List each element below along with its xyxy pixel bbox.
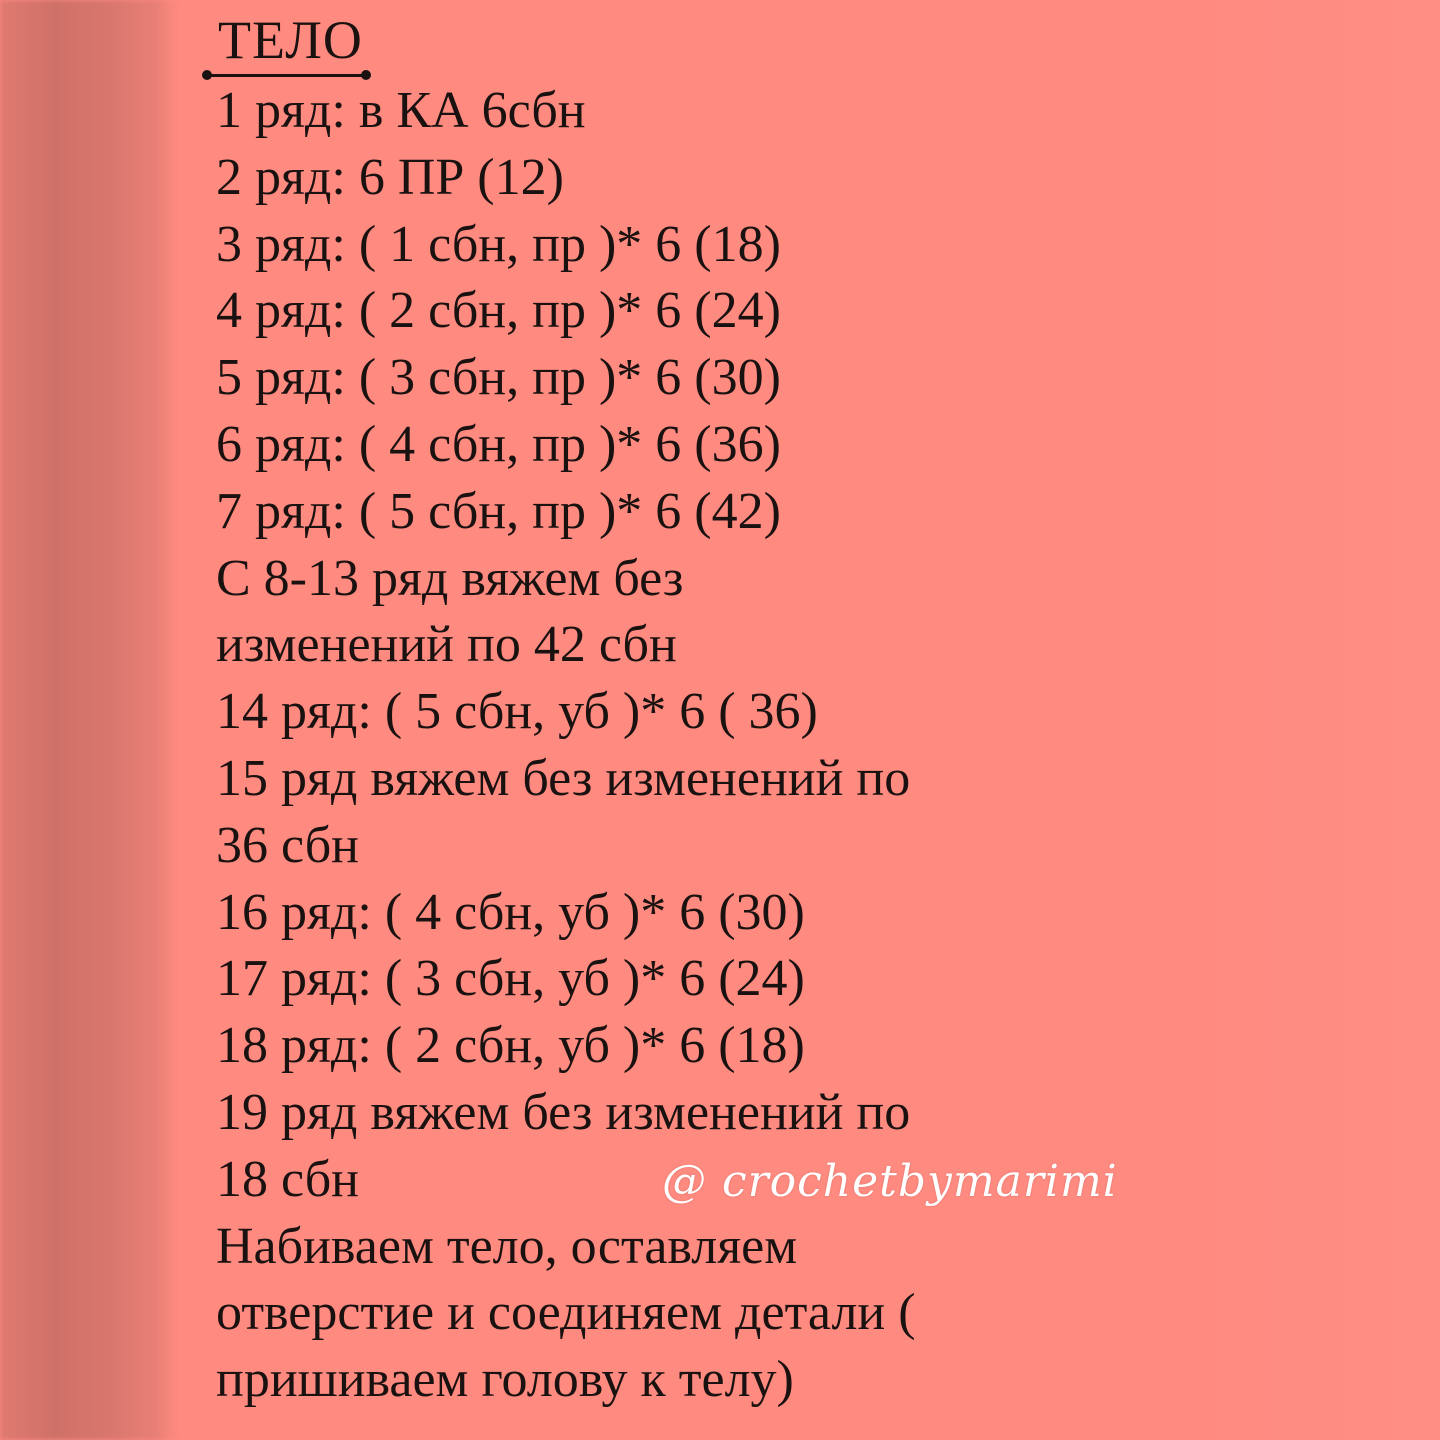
pattern-line: 5 ряд: ( 3 сбн, пр )* 6 (30): [216, 349, 781, 407]
pattern-lines: [216, 78, 1396, 1414]
pattern-line: пришиваем голову к телу): [216, 1351, 794, 1409]
title-wrap: [218, 8, 363, 72]
pattern-line: 36 сбн: [216, 816, 359, 874]
pattern-line: 16 ряд: ( 4 сбн, уб )* 6 (30): [216, 883, 805, 941]
pattern-line: 2 ряд: 6 ПР (12): [216, 148, 564, 206]
pattern-line: 18 ряд: ( 2 сбн, уб )* 6 (18): [216, 1017, 805, 1075]
left-blurred-edge: [0, 0, 180, 1440]
pattern-line: отверстие и соединяем детали (: [216, 1284, 916, 1342]
pattern-line: С 8-13 ряд вяжем без: [216, 549, 684, 607]
pattern-line: изменений по 42 сбн: [216, 616, 677, 674]
pattern-line: Набиваем тело, оставляем: [216, 1217, 798, 1275]
pattern-line: 6 ряд: ( 4 сбн, пр )* 6 (36): [216, 415, 781, 473]
page-title: ТЕЛО: [218, 10, 363, 70]
title-underline-divider: [204, 74, 369, 77]
watermark-handle: @ crochetbymarimi: [662, 1156, 1118, 1207]
pattern-line: 17 ряд: ( 3 сбн, уб )* 6 (24): [216, 950, 805, 1008]
pattern-line: 4 ряд: ( 2 сбн, пр )* 6 (24): [216, 282, 781, 340]
pattern-line: 19 ряд вяжем без изменений по: [216, 1083, 911, 1141]
pattern-line: 14 ряд: ( 5 сбн, уб )* 6 ( 36): [216, 683, 818, 741]
pattern-line: 3 ряд: ( 1 сбн, пр )* 6 (18): [216, 215, 781, 273]
pattern-line: 7 ряд: ( 5 сбн, пр )* 6 (42): [216, 482, 781, 540]
pattern-line: 15 ряд вяжем без изменений по: [216, 749, 911, 807]
pattern-line: 18 сбн: [216, 1150, 359, 1208]
pattern-line: 1 ряд: в КА 6сбн: [216, 82, 586, 139]
